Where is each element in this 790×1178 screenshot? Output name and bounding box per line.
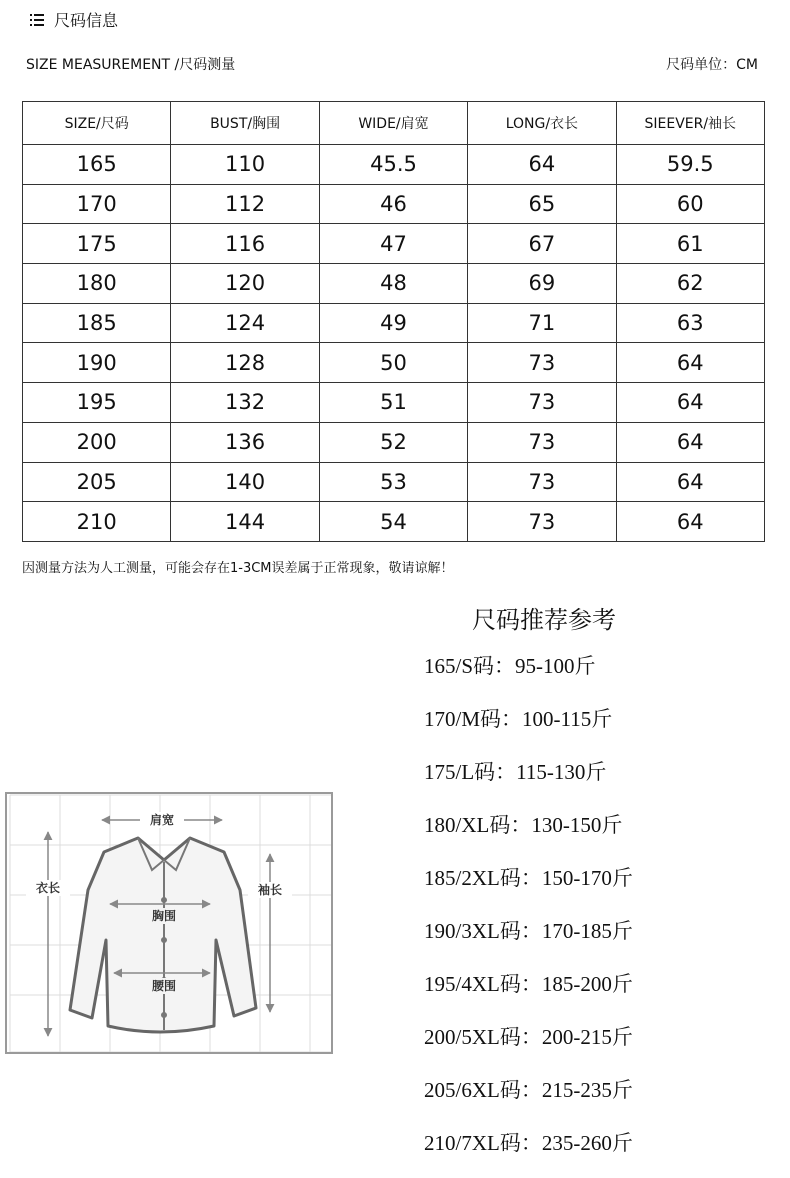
length-label: 衣长 <box>35 881 61 895</box>
column-header-sleeve: SIEEVER/袖长 <box>616 102 764 145</box>
list-item: 170/M码：100-115斤 <box>424 707 613 731</box>
table-cell: 64 <box>468 145 616 185</box>
table-cell: 124 <box>171 303 319 343</box>
table-cell: 116 <box>171 224 319 264</box>
table-row <box>23 383 765 423</box>
table-cell: 185 <box>23 303 171 343</box>
table-row <box>23 343 765 383</box>
table-cell: 51 <box>319 383 467 423</box>
list-item: 210/7XL码：235-260斤 <box>424 1131 633 1155</box>
table-cell: 140 <box>171 462 319 502</box>
table-cell: 132 <box>171 383 319 423</box>
table-cell: 45.5 <box>319 145 467 185</box>
table-cell: 63 <box>616 303 764 343</box>
table-cell: 73 <box>468 343 616 383</box>
section-header <box>30 8 118 31</box>
section-title: 尺码信息 <box>54 11 119 30</box>
table-cell: 60 <box>616 184 764 224</box>
table-cell: 64 <box>616 343 764 383</box>
column-header-wide: WIDE/肩宽 <box>319 102 467 145</box>
column-header-bust: BUST/胸围 <box>171 102 319 145</box>
list-item: 180/XL码：130-150斤 <box>424 813 623 837</box>
table-cell: 69 <box>468 264 616 304</box>
table-cell: 210 <box>23 502 171 542</box>
table-cell: 62 <box>616 264 764 304</box>
table-cell: 110 <box>171 145 319 185</box>
list-icon <box>30 14 44 26</box>
table-cell: 170 <box>23 184 171 224</box>
column-header-size: SIZE/尺码 <box>23 102 171 145</box>
table-cell: 64 <box>616 502 764 542</box>
list-item: 190/3XL码：170-185斤 <box>424 919 633 943</box>
table-cell: 73 <box>468 502 616 542</box>
table-row <box>23 502 765 542</box>
table-row <box>23 184 765 224</box>
unit-label: 尺码单位：CM <box>666 57 758 73</box>
table-cell: 165 <box>23 145 171 185</box>
list-item: 195/4XL码：185-200斤 <box>424 972 633 996</box>
table-cell: 195 <box>23 383 171 423</box>
table-cell: 64 <box>616 462 764 502</box>
table-cell: 67 <box>468 224 616 264</box>
table-cell: 50 <box>319 343 467 383</box>
recommendation-list <box>424 648 633 1178</box>
table-cell: 46 <box>319 184 467 224</box>
table-cell: 47 <box>319 224 467 264</box>
table-cell: 49 <box>319 303 467 343</box>
size-table <box>22 101 765 542</box>
table-cell: 180 <box>23 264 171 304</box>
table-cell: 205 <box>23 462 171 502</box>
bust-label: 胸围 <box>151 909 177 923</box>
shoulder-label: 肩宽 <box>149 813 175 827</box>
measurement-subheading: SIZE MEASUREMENT /尺码测量 <box>26 57 236 73</box>
table-cell: 64 <box>616 383 764 423</box>
table-cell: 61 <box>616 224 764 264</box>
table-header-row <box>23 102 765 145</box>
table-cell: 175 <box>23 224 171 264</box>
sleeve-label: 袖长 <box>257 883 283 897</box>
table-cell: 71 <box>468 303 616 343</box>
table-cell: 112 <box>171 184 319 224</box>
list-item: 205/6XL码：215-235斤 <box>424 1078 633 1102</box>
table-cell: 73 <box>468 422 616 462</box>
table-cell: 128 <box>171 343 319 383</box>
column-header-long: LONG/衣长 <box>468 102 616 145</box>
table-cell: 64 <box>616 422 764 462</box>
table-row <box>23 145 765 185</box>
list-item: 165/S码：95-100斤 <box>424 654 596 678</box>
table-cell: 120 <box>171 264 319 304</box>
table-row <box>23 303 765 343</box>
table-cell: 73 <box>468 462 616 502</box>
shirt-measurement-diagram <box>0 790 335 1055</box>
table-row <box>23 264 765 304</box>
list-item: 200/5XL码：200-215斤 <box>424 1025 633 1049</box>
table-cell: 136 <box>171 422 319 462</box>
measurement-note: 因测量方法为人工测量，可能会存在1-3CM误差属于正常现象，敬请谅解！ <box>22 561 454 576</box>
list-item: 175/L码：115-130斤 <box>424 760 607 784</box>
table-cell: 73 <box>468 383 616 423</box>
recommendation-title: 尺码推荐参考 <box>472 606 616 634</box>
table-row <box>23 224 765 264</box>
table-row <box>23 462 765 502</box>
table-cell: 53 <box>319 462 467 502</box>
table-cell: 200 <box>23 422 171 462</box>
table-cell: 59.5 <box>616 145 764 185</box>
table-cell: 144 <box>171 502 319 542</box>
table-cell: 190 <box>23 343 171 383</box>
table-cell: 65 <box>468 184 616 224</box>
table-row <box>23 422 765 462</box>
table-cell: 52 <box>319 422 467 462</box>
waist-label: 腰围 <box>151 979 177 993</box>
table-cell: 54 <box>319 502 467 542</box>
list-item: 185/2XL码：150-170斤 <box>424 866 633 890</box>
table-cell: 48 <box>319 264 467 304</box>
